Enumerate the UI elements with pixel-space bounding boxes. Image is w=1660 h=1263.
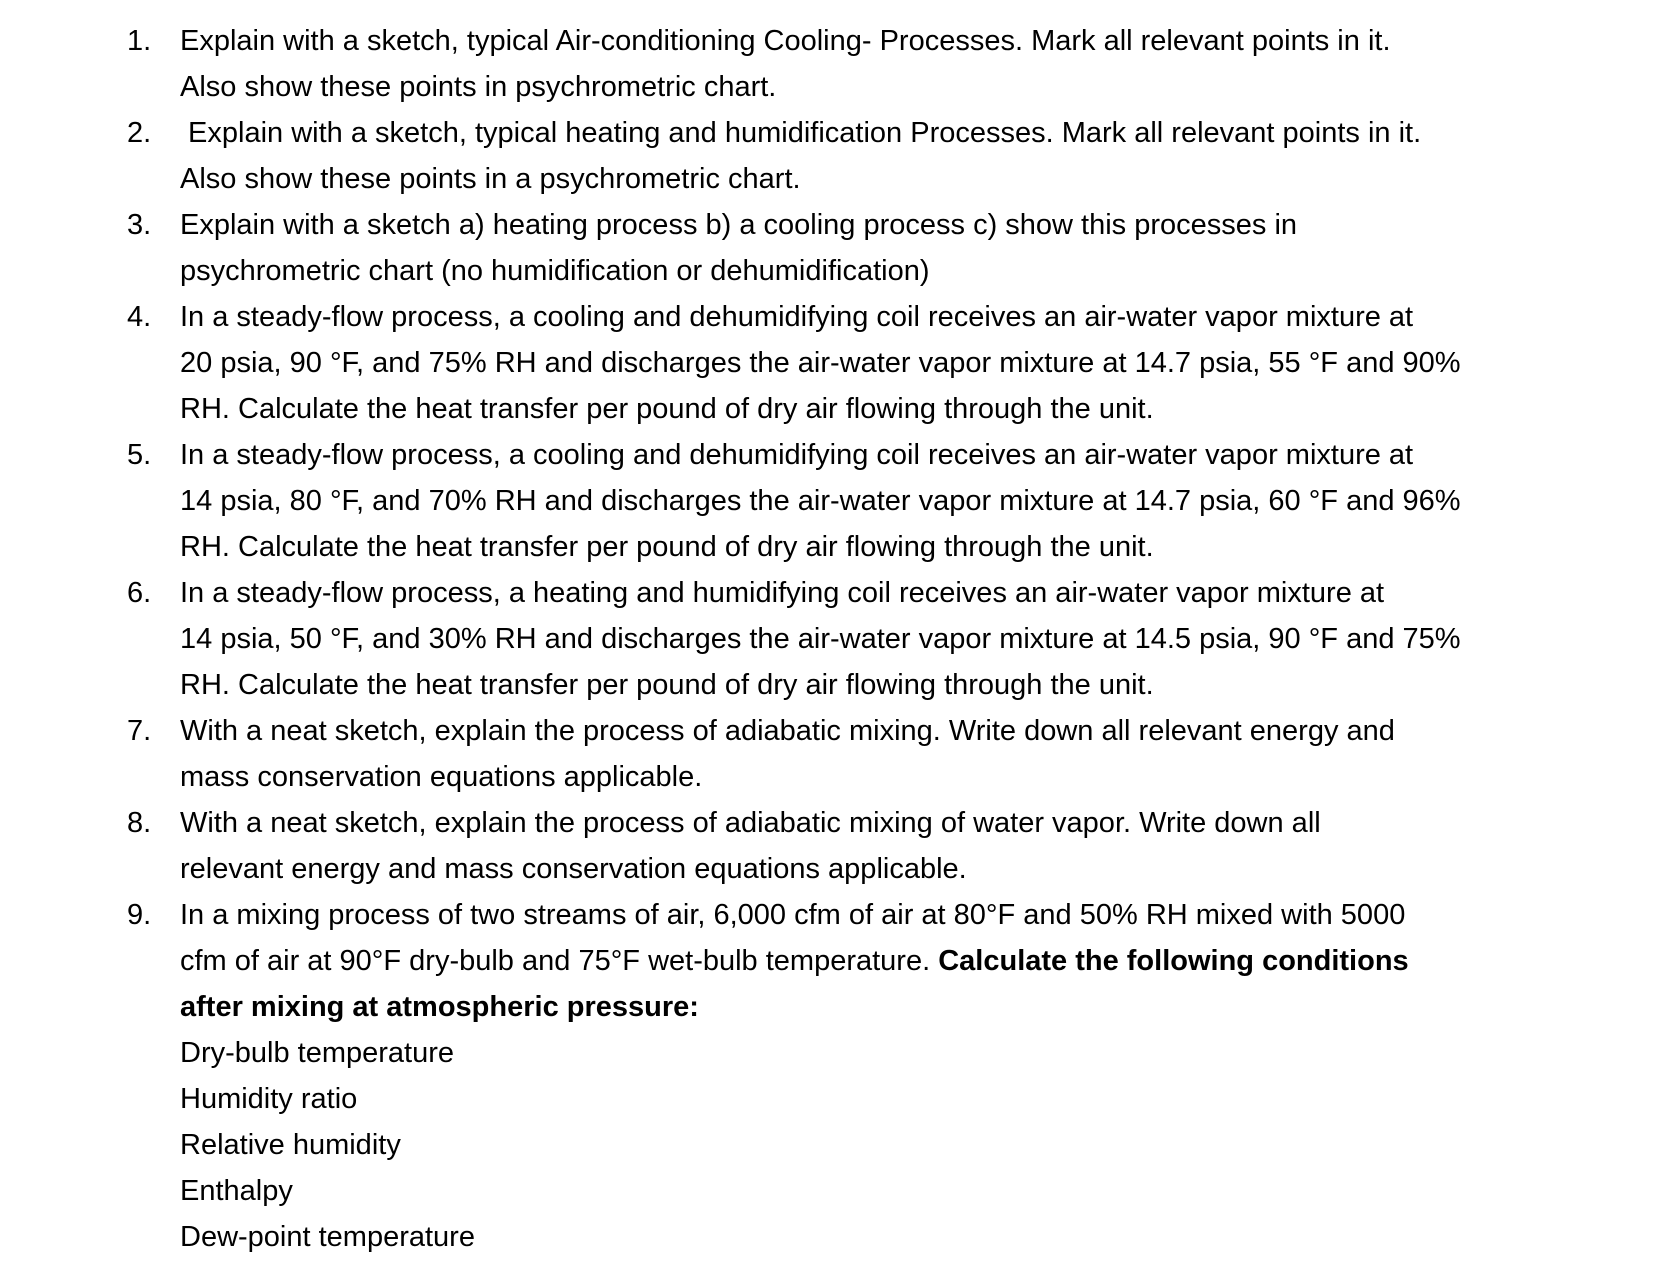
question-text-line: Also show these points in psychrometric chart. (180, 71, 777, 103)
question-text-line: 14 psia, 50 °F, and 30% RH and discharges the air-water vapor mixture at 14.5 psia, 90 °F and 75% (180, 623, 1461, 655)
question-2 (0, 110, 1500, 202)
question-number: 3. (127, 209, 152, 241)
question-4 (0, 294, 1500, 432)
question-7 (0, 708, 1500, 800)
question-text-line: RH. Calculate the heat transfer per pound of dry air flowing through the unit. (180, 393, 1154, 425)
question-text-line (180, 938, 1500, 984)
question-number: 4. (127, 301, 152, 333)
question-text-line: 14 psia, 80 °F, and 70% RH and discharges the air-water vapor mixture at 14.7 psia, 60 °F and 96% (180, 485, 1461, 517)
question-number: 1. (127, 25, 152, 57)
question-text-line: In a steady-flow process, a cooling and dehumidifying coil receives an air-water vapor mixture at (180, 301, 1414, 333)
question-text-line: relevant energy and mass conservation equations applicable. (180, 853, 967, 885)
question-text-line: With a neat sketch, explain the process of adiabatic mixing. Write down all relevant energy and (180, 715, 1395, 747)
condition-item: Dry-bulb temperature (180, 1037, 454, 1069)
condition-item: Dew-point temperature (180, 1221, 475, 1253)
question-number: 6. (127, 577, 152, 609)
question-5 (0, 432, 1500, 570)
question-text-line: Also show these points in a psychrometric chart. (180, 163, 801, 195)
question-8 (0, 800, 1500, 892)
question-text-bold: Calculate the following conditions (938, 945, 1409, 977)
question-text-line: In a mixing process of two streams of air, 6,000 cfm of air at 80°F and 50% RH mixed with 5000 (180, 899, 1406, 931)
question-number: 2. (127, 117, 152, 149)
question-text-line: RH. Calculate the heat transfer per pound of dry air flowing through the unit. (180, 669, 1154, 701)
question-text-normal: cfm of air at 90°F dry-bulb and 75°F wet-bulb temperature. (180, 945, 939, 977)
question-1 (0, 18, 1500, 110)
question-text-line: 20 psia, 90 °F, and 75% RH and discharges the air-water vapor mixture at 14.7 psia, 55 °F and 90% (180, 347, 1461, 379)
question-text-line: In a steady-flow process, a heating and humidifying coil receives an air-water vapor mixture at (180, 577, 1385, 609)
condition-item: Enthalpy (180, 1175, 293, 1207)
question-number: 5. (127, 439, 152, 471)
condition-item: Humidity ratio (180, 1083, 358, 1115)
question-text-line: Explain with a sketch a) heating process b) a cooling process c) show this processes in (180, 209, 1298, 241)
question-text-line: mass conservation equations applicable. (180, 761, 703, 793)
question-number: 9. (127, 899, 152, 931)
question-text-bold-line: after mixing at atmospheric pressure: (180, 991, 699, 1023)
question-3 (0, 202, 1500, 294)
question-6 (0, 570, 1500, 708)
question-text-line: Explain with a sketch, typical Air-conditioning Cooling- Processes. Mark all relevant points in it. (180, 25, 1391, 57)
question-text-line: With a neat sketch, explain the process of adiabatic mixing of water vapor. Write down all (180, 807, 1321, 839)
question-9 (0, 892, 1500, 1260)
question-text-line: Explain with a sketch, typical heating and humidification Processes. Mark all relevant points in it. (180, 117, 1422, 149)
question-list (0, 18, 1660, 1260)
question-number: 7. (127, 715, 152, 747)
condition-item: Relative humidity (180, 1129, 401, 1161)
question-text-line: psychrometric chart (no humidification or dehumidification) (180, 255, 930, 287)
question-text-line: RH. Calculate the heat transfer per pound of dry air flowing through the unit. (180, 531, 1154, 563)
question-text-line: In a steady-flow process, a cooling and dehumidifying coil receives an air-water vapor mixture at (180, 439, 1414, 471)
question-number: 8. (127, 807, 152, 839)
